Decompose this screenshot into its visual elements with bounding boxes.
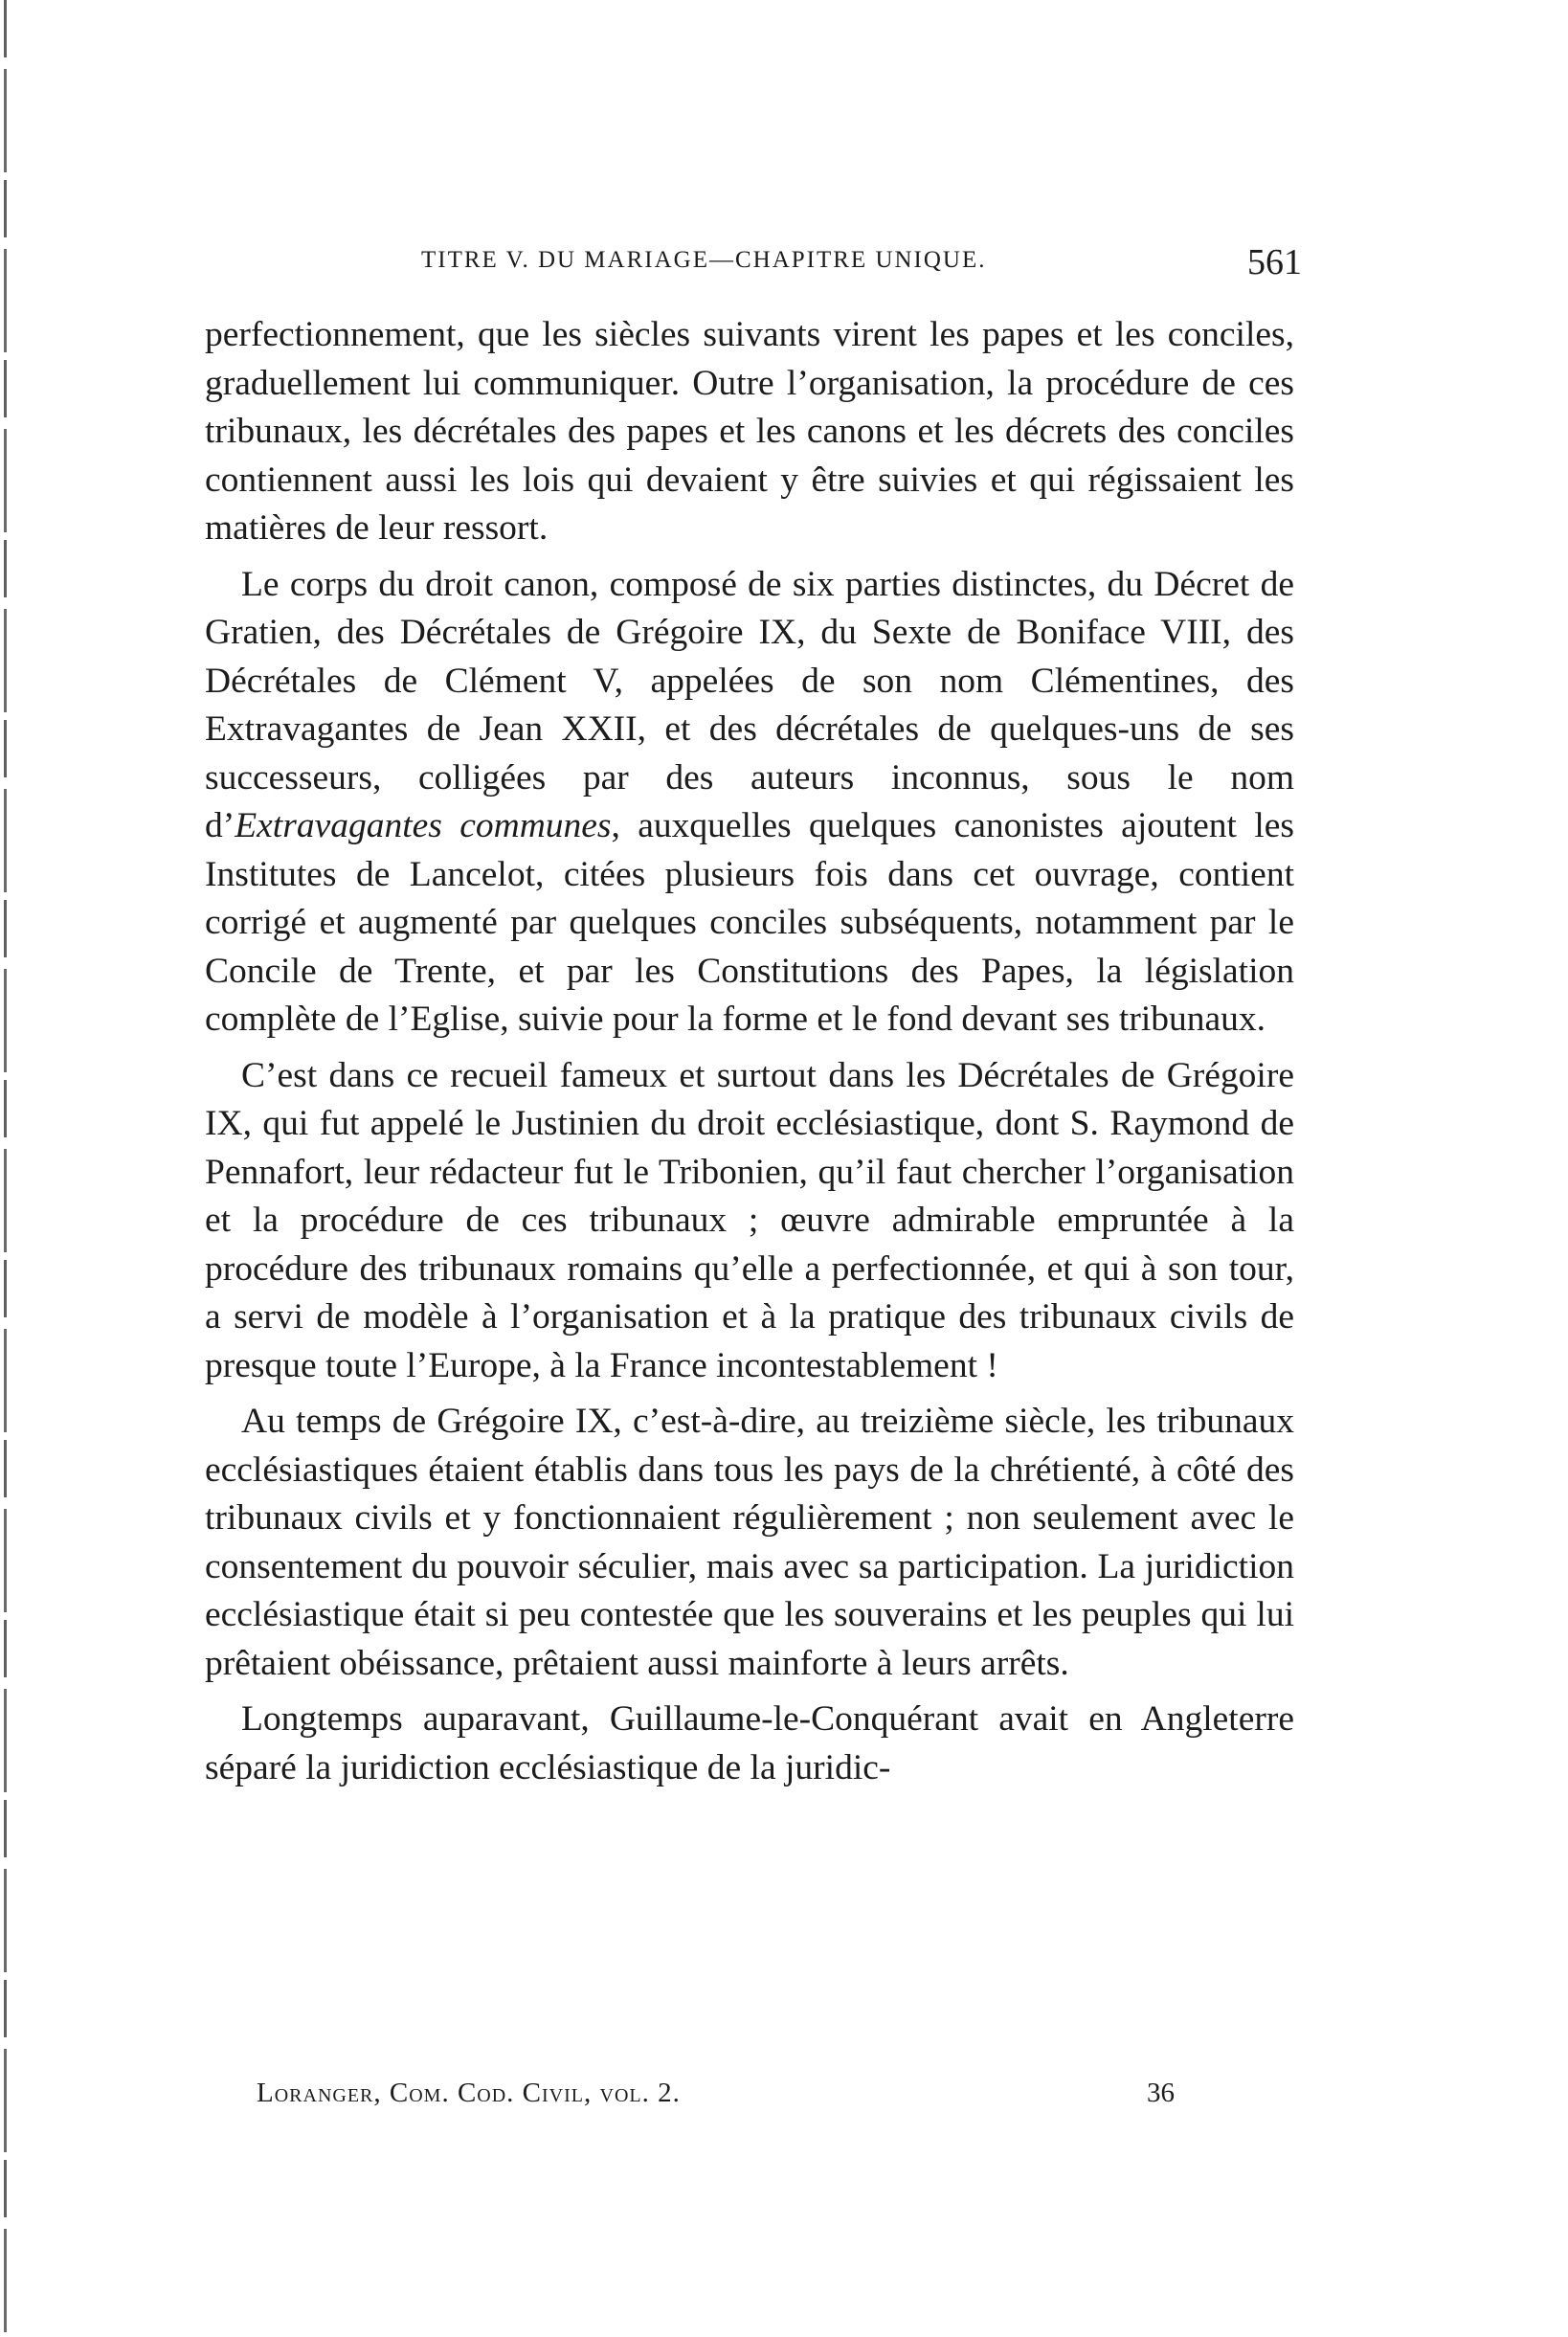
- body-text: [205, 311, 1294, 1792]
- paragraph-1: [205, 311, 1294, 553]
- paragraph-5: [205, 1696, 1294, 1792]
- running-header: [421, 241, 1302, 289]
- paragraph-4: [205, 1398, 1294, 1688]
- running-title: TITRE V. DU MARIAGE—CHAPITRE UNIQUE.: [421, 247, 987, 273]
- page-edge-scan-mark: [4, 0, 7, 2337]
- footer-signature: Loranger, Com. Cod. Civil, vol. 2.: [257, 2078, 681, 2108]
- page-footer: [257, 2078, 1214, 2116]
- paragraph-4-text: Au temps de Grégoire IX, c’est-à-dire, au treizième siècle, les tribunaux ecclésiastiques étaient établis dans tous les pays de la chrétienté, à côté des tribunaux civils et y fonctionnaient régulièrement ; non seulement avec le consentement du pouvoir séculier, mais avec sa participation. La juridiction ecclésiastique était si peu contestée que les souverains et les peuples qui lui prêtaient obéissance, prêtaient aussi mainforte à leurs arrêts.: [205, 1402, 1294, 1683]
- paragraph-2-text-end: , auxquelles quelques canonistes ajoutent les Institutes de Lancelot, citées plusieurs fois dans cet ouvrage, contient corrigé et augmenté par quelques conciles subséquents, notamment par le Concile de Trente, et par les Constitutions des Papes, la législation complète de l’Eglise, suivie pour la forme et le fond devant ses tribunaux.: [205, 806, 1294, 1039]
- paragraph-2-text-start: Le corps du droit canon, composé de six parties distinctes, du Décret de Gratien, des Décrétales de Grégoire IX, du Sexte de Boniface VIII, des Décrétales de Clément V, appelées de son nom Clémentines, des Extravagantes de Jean XXII, et des décrétales de quelques-uns de ses successeurs, colligées par des auteurs inconnus, sous le nom d’: [205, 564, 1294, 845]
- paragraph-2-italic-term: Extravagantes communes: [235, 806, 612, 845]
- paragraph-5-text: Longtemps auparavant, Guillaume-le-Conquérant avait en Angleterre séparé la juridiction ecclésiastique de la juridic-: [205, 1699, 1294, 1787]
- paragraph-3: [205, 1052, 1294, 1391]
- sheet-number: 36: [1147, 2078, 1175, 2108]
- paragraph-3-text: C’est dans ce recueil fameux et surtout dans les Décrétales de Grégoire IX, qui fut appelé le Justinien du droit ecclésiastique, dont S. Raymond de Pennafort, leur rédacteur fut le Tribonien, qu’il faut chercher l’organisation et la procédure de ces tribunaux ; œuvre admirable empruntée à la procédure des tribunaux romains qu’elle a perfectionnée, et qui à son tour, a servi de modèle à l’organisation et à la pratique des tribunaux civils de presque toute l’Europe, à la France incontestablement !: [205, 1055, 1294, 1385]
- page-number: 561: [1247, 242, 1302, 282]
- paragraph-2: [205, 561, 1294, 1045]
- paragraph-1-text: perfectionnement, que les siècles suivants virent les papes et les conciles, graduellement lui communiquer. Outre l’organisation, la procédure de ces tribunaux, les décrétales des papes et les canons et les décrets des conciles contiennent aussi les lois qui devaient y être suivies et qui régissaient les matières de leur ressort.: [205, 315, 1294, 548]
